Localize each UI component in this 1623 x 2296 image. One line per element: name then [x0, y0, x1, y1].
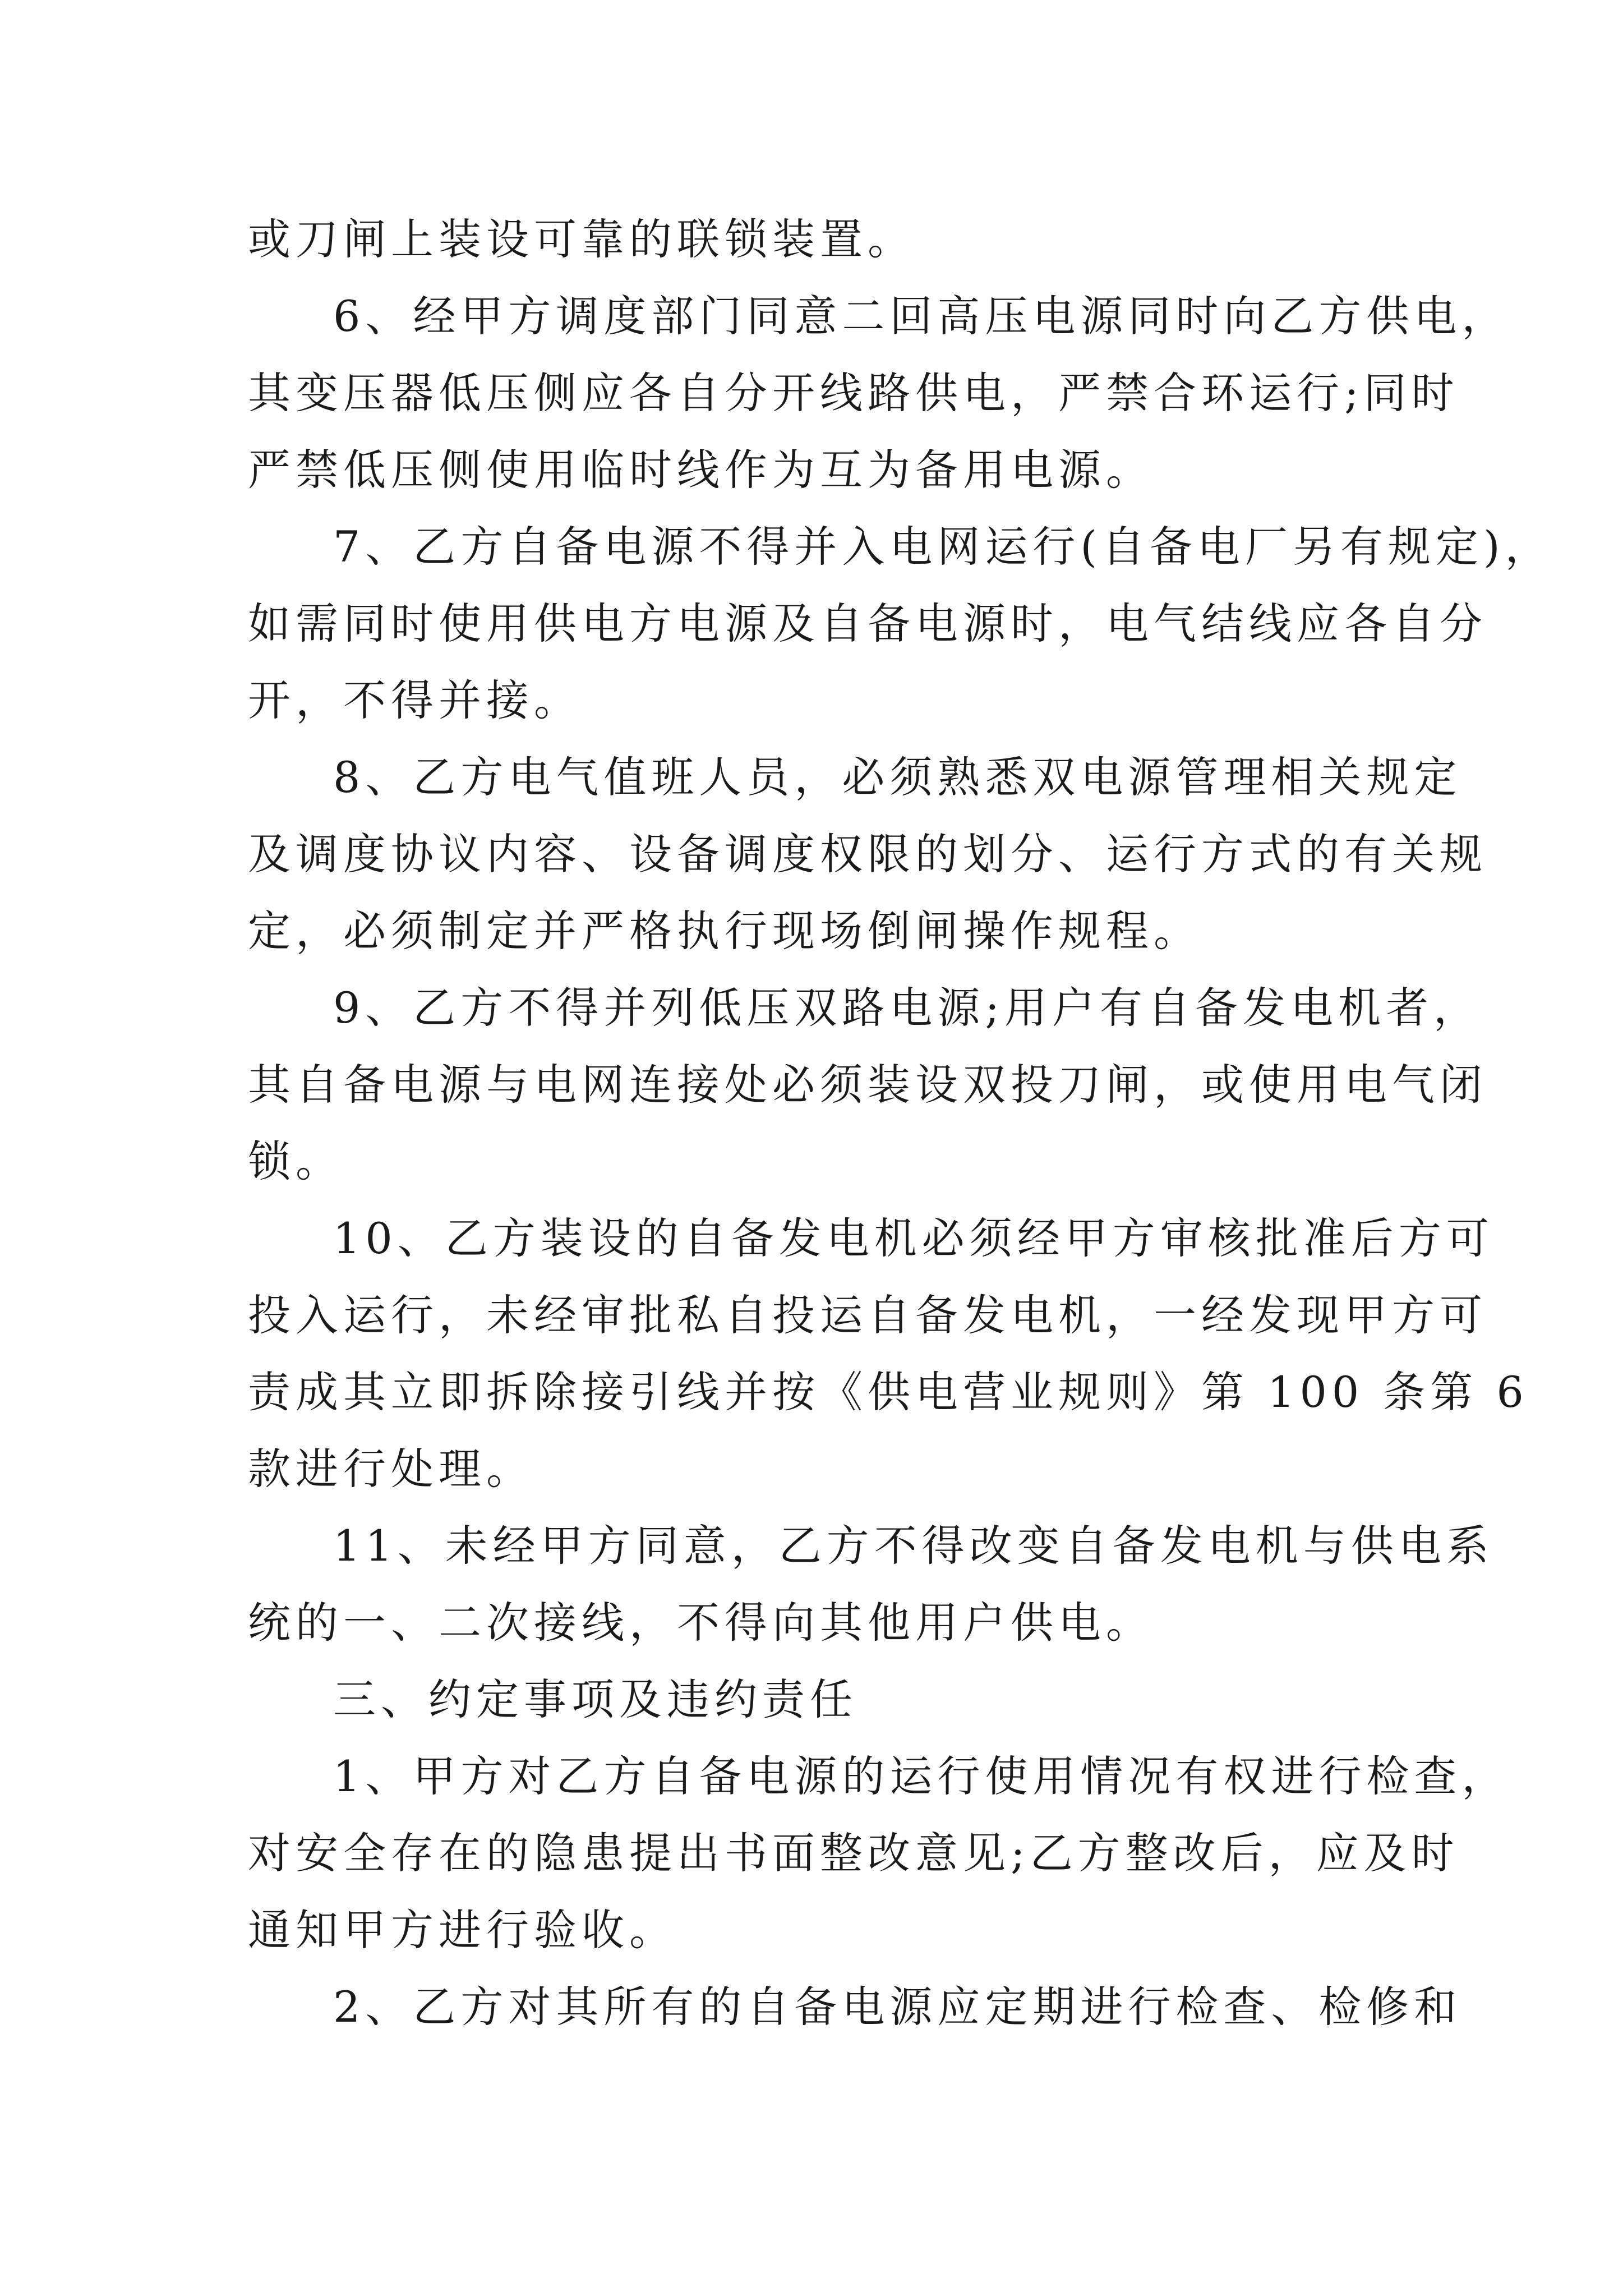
clause-10-line: 10、乙方装设的自备发电机必须经甲方审核批准后方可 [333, 1213, 1494, 1263]
text-line: 锁。 [248, 1137, 343, 1186]
text-line: 统的一、二次接线，不得向其他用户供电。 [248, 1598, 1154, 1648]
section-heading: 三、约定事项及违约责任 [333, 1674, 857, 1724]
text-line: 如需同时使用供电方电源及自备电源时，电气结线应各自分 [248, 599, 1487, 648]
clause-1-line: 1、甲方对乙方自备电源的运行使用情况有权进行检查， [333, 1751, 1510, 1801]
text-line: 及调度协议内容、设备调度权限的划分、运行方式的有关规 [248, 829, 1487, 879]
text-line: 款进行处理。 [248, 1444, 534, 1494]
clause-6-line: 6、经甲方调度部门同意二回高压电源同时向乙方供电， [333, 291, 1510, 341]
clause-2-line: 2、乙方对其所有的自备电源应定期进行检查、检修和 [333, 1982, 1462, 2032]
text-line: 对安全存在的隐患提出书面整改意见;乙方整改后，应及时 [248, 1828, 1459, 1878]
text-line: 定，必须制定并严格执行现场倒闸操作规程。 [248, 906, 1201, 956]
text-line: 责成其立即拆除接引线并按《供电营业规则》第 100 条第 6 [248, 1367, 1529, 1417]
clause-8-line: 8、乙方电气值班人员，必须熟悉双电源管理相关规定 [333, 752, 1462, 802]
text-line: 其变压器低压侧应各自分开线路供电，严禁合环运行;同时 [248, 368, 1459, 418]
text-line: 严禁低压侧使用临时线作为互为备用电源。 [248, 445, 1154, 495]
text-line: 开，不得并接。 [248, 675, 582, 725]
clause-11-line: 11、未经甲方同意，乙方不得改变自备发电机与供电系 [333, 1521, 1494, 1571]
clause-7-line: 7、乙方自备电源不得并入电网运行(自备电厂另有规定)， [333, 522, 1553, 572]
text-line: 通知甲方进行验收。 [248, 1905, 677, 1955]
text-line: 或刀闸上装设可靠的联锁装置。 [248, 214, 915, 264]
text-line: 投入运行，未经审批私自投运自备发电机，一经发现甲方可 [248, 1290, 1487, 1340]
text-line: 其自备电源与电网连接处必须装设双投刀闸，或使用电气闭 [248, 1060, 1487, 1110]
document-body [248, 201, 1553, 2045]
clause-9-line: 9、乙方不得并列低压双路电源;用户有自备发电机者， [333, 983, 1481, 1033]
